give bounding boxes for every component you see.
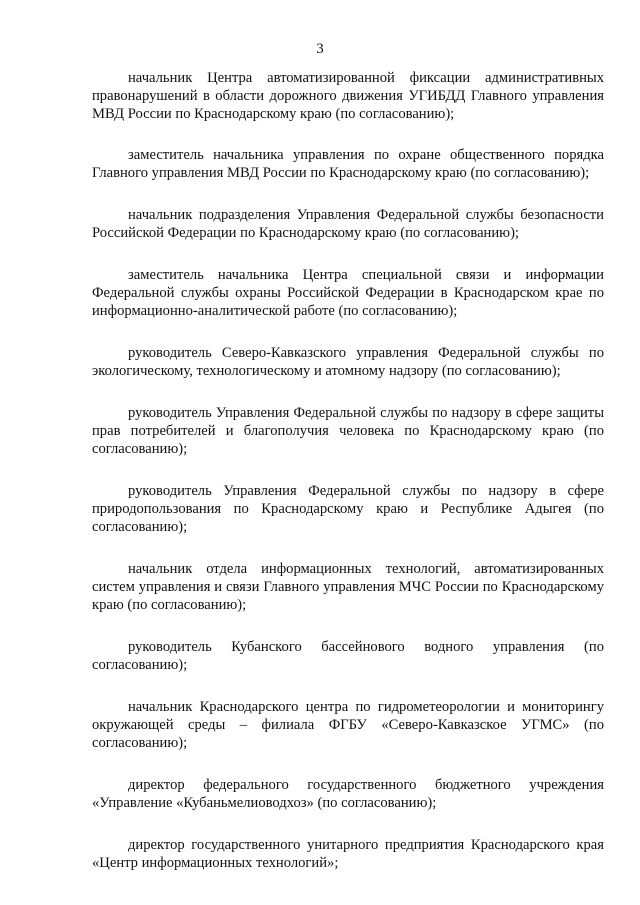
list-item: руководитель Управления Федеральной службы по надзору в сфере защиты прав потребителей и благополучия человека по Краснодарскому краю (по согласованию); — [92, 405, 604, 457]
list-item: директор государственного унитарного предприятия Краснодарского края «Центр информационных технологий»; — [92, 837, 604, 871]
list-item: руководитель Управления Федеральной службы по надзору в сфере природопользования по Краснодарскому краю и Республике Адыгея (по согласованию); — [92, 483, 604, 535]
list-item: начальник подразделения Управления Федеральной службы безопасности Российской Федерации по Краснодарскому краю (по согласованию); — [92, 207, 604, 241]
list-item: начальник отдела информационных технологий, автоматизированных систем управления и связи Главного управления МЧС России по Краснодарскому краю (по согласованию); — [92, 561, 604, 613]
list-item: начальник Краснодарского центра по гидрометеорологии и мониторингу окружающей среды – филиала ФГБУ «Северо-Кавказское УГМС» (по согласованию); — [92, 699, 604, 751]
list-item: начальник Центра автоматизированной фиксации административных правонарушений в области дорожного движения УГИБДД Главного управления МВД России по Краснодарскому краю (по согласованию); — [92, 70, 604, 122]
member-list — [92, 69, 604, 896]
list-item: заместитель начальника управления по охране общественного порядка Главного управления МВД России по Краснодарскому краю (по согласованию); — [92, 147, 604, 181]
page-number: 3 — [316, 41, 324, 57]
list-item: директор федерального государственного бюджетного учреждения «Управление «Кубаньмелиоводхоз» (по согласованию); — [92, 777, 604, 811]
list-item: заместитель начальника Центра специальной связи и информации Федеральной службы охраны Российской Федерации в Краснодарском крае по информационно-аналитической работе (по согласованию); — [92, 267, 604, 319]
list-item: руководитель Кубанского бассейнового водного управления (по согласованию); — [92, 639, 604, 673]
list-item: руководитель Северо-Кавказского управления Федеральной службы по экологическому, технологическому и атомному надзору (по согласованию); — [92, 345, 604, 379]
